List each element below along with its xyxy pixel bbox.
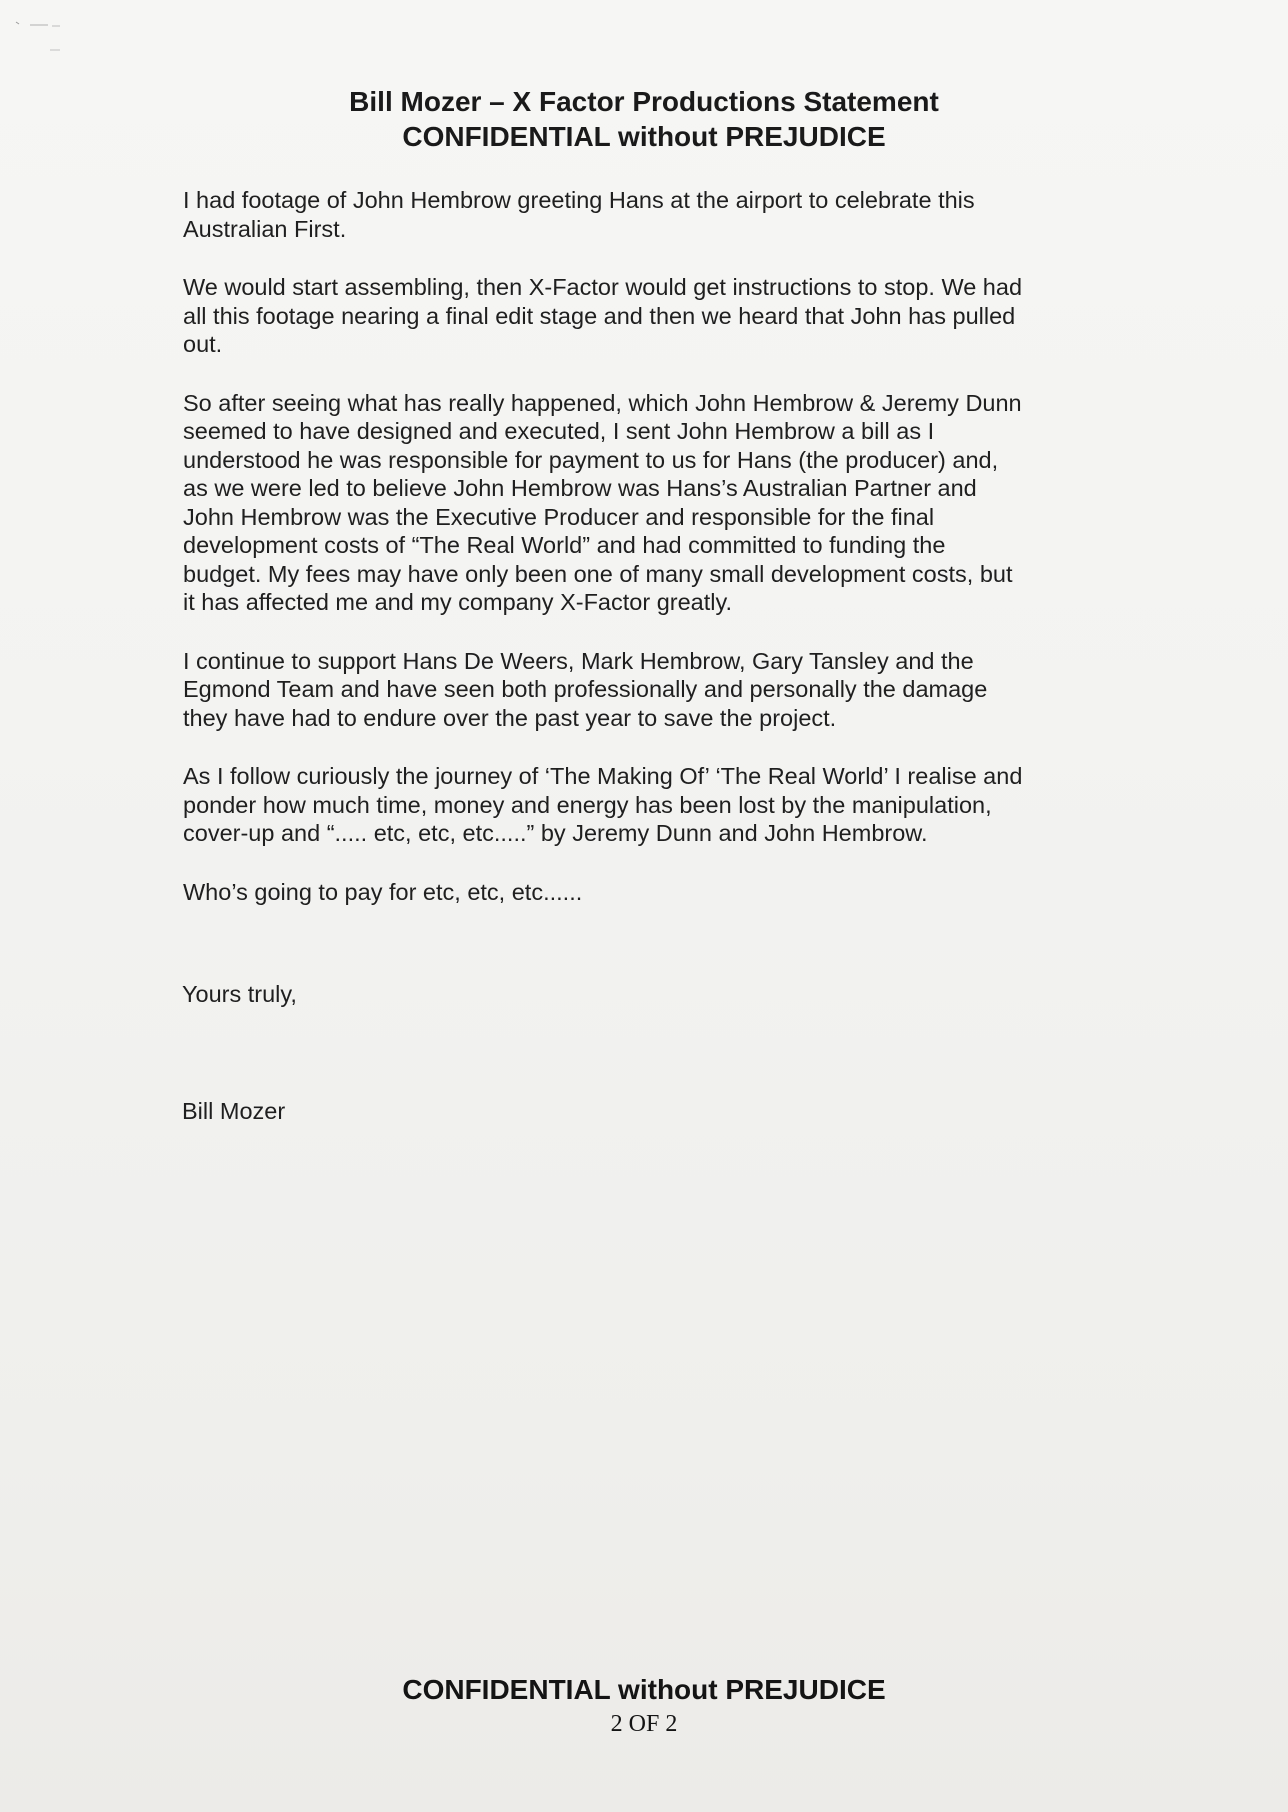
document-title: Bill Mozer – X Factor Productions Statement: [349, 86, 939, 117]
paragraph-question: Who’s going to pay for etc, etc, etc......: [183, 878, 583, 905]
paragraph-footage: I had footage of John Hembrow greeting Hans at the airport to celebrate this Australian First.: [183, 187, 975, 242]
document-header: [0, 84, 1288, 154]
paragraph-journey: As I follow curiously the journey of ‘The Making Of’ ‘The Real World’ I realise and ponder how much time, money and energy has been lost by the manipulation, cover-up and “..... etc, etc, etc.....” by Jeremy Dunn and John Hembrow.: [183, 763, 1023, 846]
footer-confidential-notice: CONFIDENTIAL without PREJUDICE: [402, 1674, 886, 1705]
closing-salutation: Yours truly,: [182, 981, 297, 1007]
statement-body: [183, 186, 1113, 936]
signature-name: Bill Mozer: [182, 1098, 286, 1124]
scan-artifact-marks: [14, 20, 84, 60]
paragraph-assembling: We would start assembling, then X-Factor would get instructions to stop. We had all this footage nearing a final edit stage and then we heard that John has pulled out.: [183, 274, 1023, 357]
confidential-subtitle: CONFIDENTIAL without PREJUDICE: [402, 121, 886, 152]
paragraph-bill: So after seeing what has really happened, which John Hembrow & Jeremy Dunn seemed to have designed and executed, I sent John Hembrow a bill as I understood he was responsible for payment to us for Hans (the producer) and, as we were led to believe John Hembrow was Hans’s Australian Partner and John Hembrow was the Executive Producer and responsible for the final development costs of “The Real World” and had committed to funding the budget. My fees may have only been one of many small development costs, but it has affected me and my company X-Factor greatly.: [183, 389, 1022, 615]
paragraph-support: I continue to support Hans De Weers, Mark Hembrow, Gary Tansley and the Egmond Team and have seen both professionally and personally the damage they have had to endure over the past year to save the project.: [183, 647, 988, 731]
page-number: 2 OF 2: [610, 1711, 678, 1737]
document-footer: [0, 1673, 1288, 1739]
